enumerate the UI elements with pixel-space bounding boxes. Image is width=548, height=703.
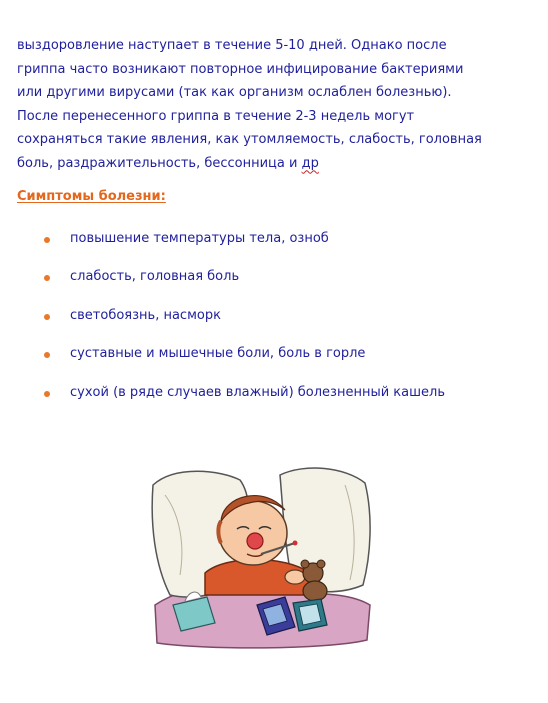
bullet-icon	[44, 237, 50, 243]
bullet-icon	[44, 391, 50, 397]
list-item-text: суставные и мышечные боли, боль в горле	[70, 346, 366, 361]
flu-recovery-paragraph	[17, 34, 537, 175]
list-item-text: повышение температуры тела, озноб	[70, 231, 329, 246]
paragraph-line: гриппа часто возникают повторное инфицирование бактериями	[17, 61, 464, 77]
bullet-icon	[44, 275, 50, 281]
paragraph-line: После перенесенного гриппа в течение 2-3 недель могут	[17, 108, 415, 124]
paragraph-line: выздоровление наступает в течение 5-10 дней. Однако после	[17, 38, 447, 53]
paragraph-line-text: боль, раздражительность, бессонница и	[17, 155, 302, 171]
bullet-icon	[44, 314, 50, 320]
symptoms-heading: Симптомы болезни:	[17, 189, 166, 204]
paragraph-line: или другими вирусами (так как организм ослаблен болезнью).	[17, 85, 452, 100]
spellcheck-word: др	[301, 155, 319, 171]
bullet-icon	[44, 352, 50, 358]
list-item-text: сухой (в ряде случаев влажный) болезненный кашель	[70, 385, 445, 400]
paragraph-line: сохраняться такие явления, как утомляемость, слабость, головная	[17, 132, 482, 147]
list-item-text: светобоязнь, насморк	[70, 308, 221, 323]
sick-person-in-bed-icon	[145, 455, 377, 651]
paragraph-line-last	[17, 152, 537, 176]
list-item-text: слабость, головная боль	[70, 269, 240, 284]
